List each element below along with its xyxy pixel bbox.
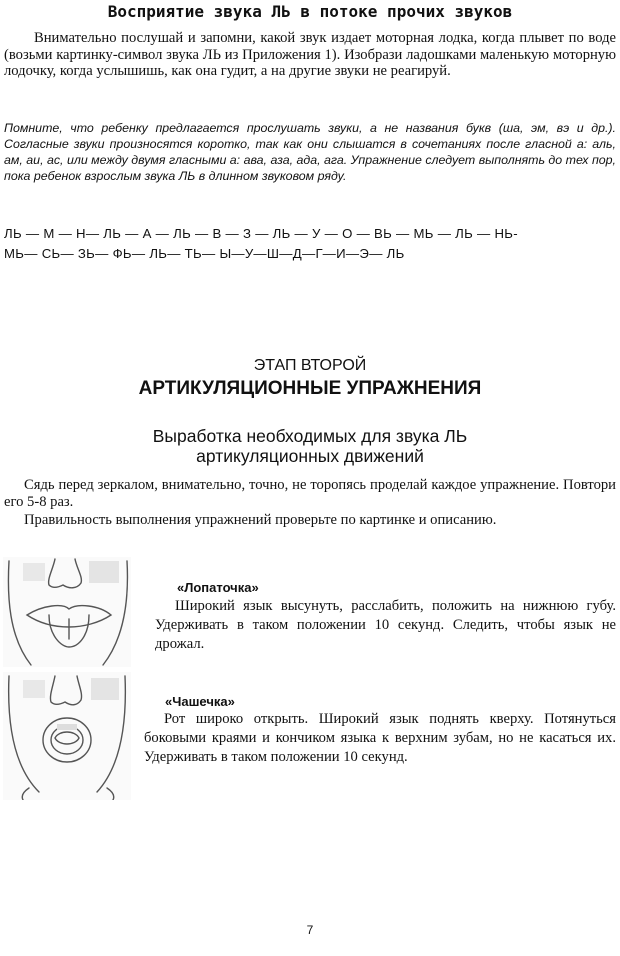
exercise-text-cup: Рот широко открыть. Широкий язык поднять кверху. Потянуться боковыми краями и кончиком языка к верхним зубам, но не касаться их. Удерживать в таком положении 10 секунд.: [144, 711, 616, 765]
exercise-title-cup: «Чашечка»: [165, 694, 235, 709]
sound-sequence-line-2: МЬ— СЬ— ЗЬ— ФЬ— ЛЬ— ТЬ— Ы—У—Ш—Д—Г—И—Э— ЛЬ: [4, 246, 405, 261]
intro-paragraph: [4, 30, 616, 80]
instructions: [4, 477, 616, 529]
stage-title: АРТИКУЛЯЦИОННЫЕ УПРАЖНЕНИЯ: [138, 378, 482, 399]
exercise-text-spatula: Широкий язык высунуть, расслабить, положить на нижнюю губу. Удерживать в таком положении 10 секунд. Следить, чтобы язык не дрожал.: [155, 598, 616, 652]
teacher-note: Помните, что ребенку предлагается прослушать звуки, а не названия букв (ша, эм, вэ и др.). Согласные звуки произносятся коротко, так как они слышатся в сочетаниях после гласной а: аль, ам, аи, ас, или между двумя гласными а: ава, аза, ада, ага. Упражнение следует выполнять до тех пор, пока ребенок взрослым звука ЛЬ в длинном звуковом ряду.: [4, 121, 616, 183]
sound-sequence: [4, 224, 616, 264]
spatula-illustration: [3, 557, 131, 667]
section-title: Восприятие звука ЛЬ в потоке прочих звуков: [107, 2, 513, 21]
cup-illustration: [3, 672, 131, 800]
subsection-title-line-2: артикуляционных движений: [196, 446, 424, 466]
subsection-title: [0, 426, 620, 466]
subsection-title-line-1: Выработка необходимых для звука ЛЬ: [152, 426, 468, 446]
sound-sequence-line-1: ЛЬ — М — Н— ЛЬ — А — ЛЬ — В — З — ЛЬ — У — О — ВЬ — МЬ — ЛЬ — НЬ-: [4, 226, 518, 241]
instructions-paragraph-1: Сядь перед зеркалом, внимательно, точно, не торопясь проделай каждое упражнение. Повтори его 5-8 раз.: [4, 477, 616, 510]
face-drawing-cup: [3, 672, 131, 800]
intro-text: Внимательно послушай и запомни, какой звук издает моторная лодка, когда плывет по воде (возьми картинку-символ звука ЛЬ из Приложения 1). Изобрази ладошками маленькую моторную лодочку, когда услышишь, как она гудит, а на другие звуки не реагируй.: [4, 30, 616, 79]
stage-label: ЭТАП ВТОРОЙ: [253, 357, 367, 374]
instructions-paragraph-2: Правильность выполнения упражнений проверьте по картинке и описанию.: [24, 512, 497, 528]
face-drawing-spatula: [3, 557, 131, 667]
page-number: 7: [306, 923, 314, 937]
exercise-title-spatula: «Лопаточка»: [177, 580, 259, 595]
